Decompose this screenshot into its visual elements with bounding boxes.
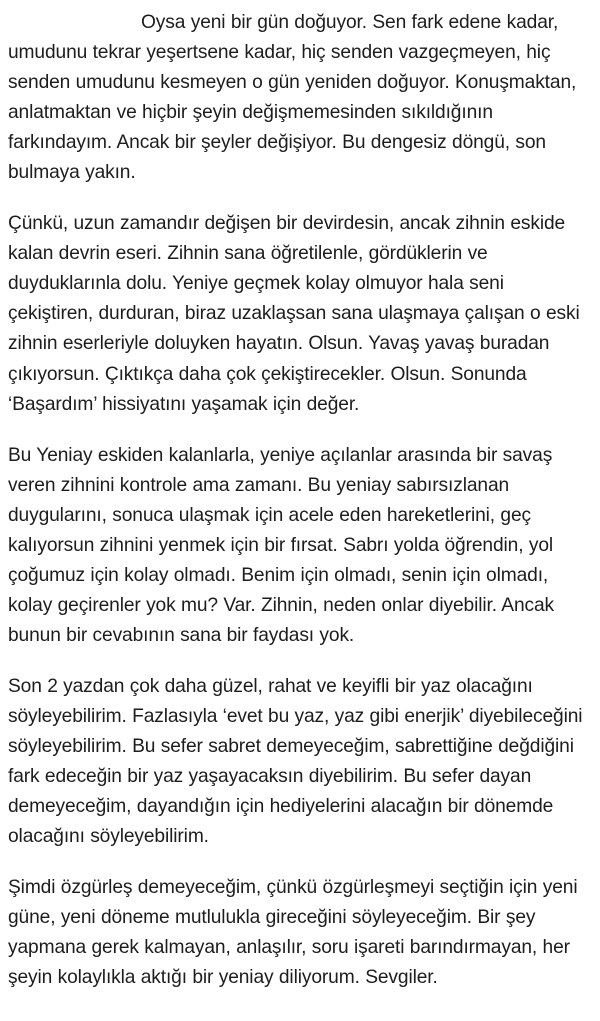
paragraph-3: Bu Yeniay eskiden kalanlarla, yeniye açılanlar arasında bir savaş veren zihnini kontrole ama zamanı. Bu yeniay sabırsızlanan duygularını, sonuca ulaşmak için acele eden hareketlerini, geç kalıyorsun zihnini yenmek için bir fırsat. Sabrı yolda öğrendin, yol çoğumuz için kolay olmadı. Benim için olmadı, senin için olmadı, kolay geçirenler yok mu? Var. Zihnin, neden onlar diyebilir. Ancak bunun bir cevabının sana bir faydası yok. xyxy=(8,444,554,646)
paragraph-2: Çünkü, uzun zamandır değişen bir devirdesin, ancak zihnin eskide kalan devrin eseri. Zihnin sana öğretilenle, gördüklerin ve duyduklarınla dolu. Yeniye geçmek kolay olmuyor hala seni çekiştiren, durduran, biraz uzaklaşsan sana ulaşmaya çalışan o eski zihnin eserleriyle doluyken hayatın. Olsun. Yavaş yavaş buradan çıkıyorsun. Çıktıkça daha çok çekiştirecekler. Olsun. Sonunda ‘Başardım’ hissiyatını yaşamak için değer. xyxy=(8,213,580,415)
paragraph-1: Oysa yeni bir gün doğuyor. Sen fark edene kadar, umudunu tekrar yeşertsene kadar, hiç senden vazgeçmeyen, hiç senden umudunu kesmeyen o gün yeniden doğuyor. Konuşmaktan, anlatmaktan ve hiçbir şeyin değişmemesinden sıkıldığının farkındayım. Ancak bir şeyler değişiyor. Bu dengesiz döngü, son bulmaya yakın. xyxy=(8,12,577,184)
paragraph-5: Şimdi özgürleş demeyeceğim, çünkü özgürleşmeyi seçtiğin için yeni güne, yeni döneme mutlulukla gireceğini söyleyeceğim. Bir şey yapmana gerek kalmayan, anlaşılır, soru işareti barındırmayan, her şeyin kolaylıkla aktığı bir yeniay diliyorum. Sevgiler. xyxy=(8,877,578,989)
paragraph-4: Son 2 yazdan çok daha güzel, rahat ve keyifli bir yaz olacağını söyleyebilirim. Fazlasıyla ‘evet bu yaz, yaz gibi enerjik’ diyebileceğini söyleyebilirim. Bu sefer sabret demeyeceğim, sabrettiğine değdiğini fark edeceğin bir yaz yaşayacaksın diyebilirim. Bu sefer dayan demeyeceğim, dayandığın için hediyelerini alacağın bir dönemde olacağını söyleyebilirim. xyxy=(8,675,583,848)
